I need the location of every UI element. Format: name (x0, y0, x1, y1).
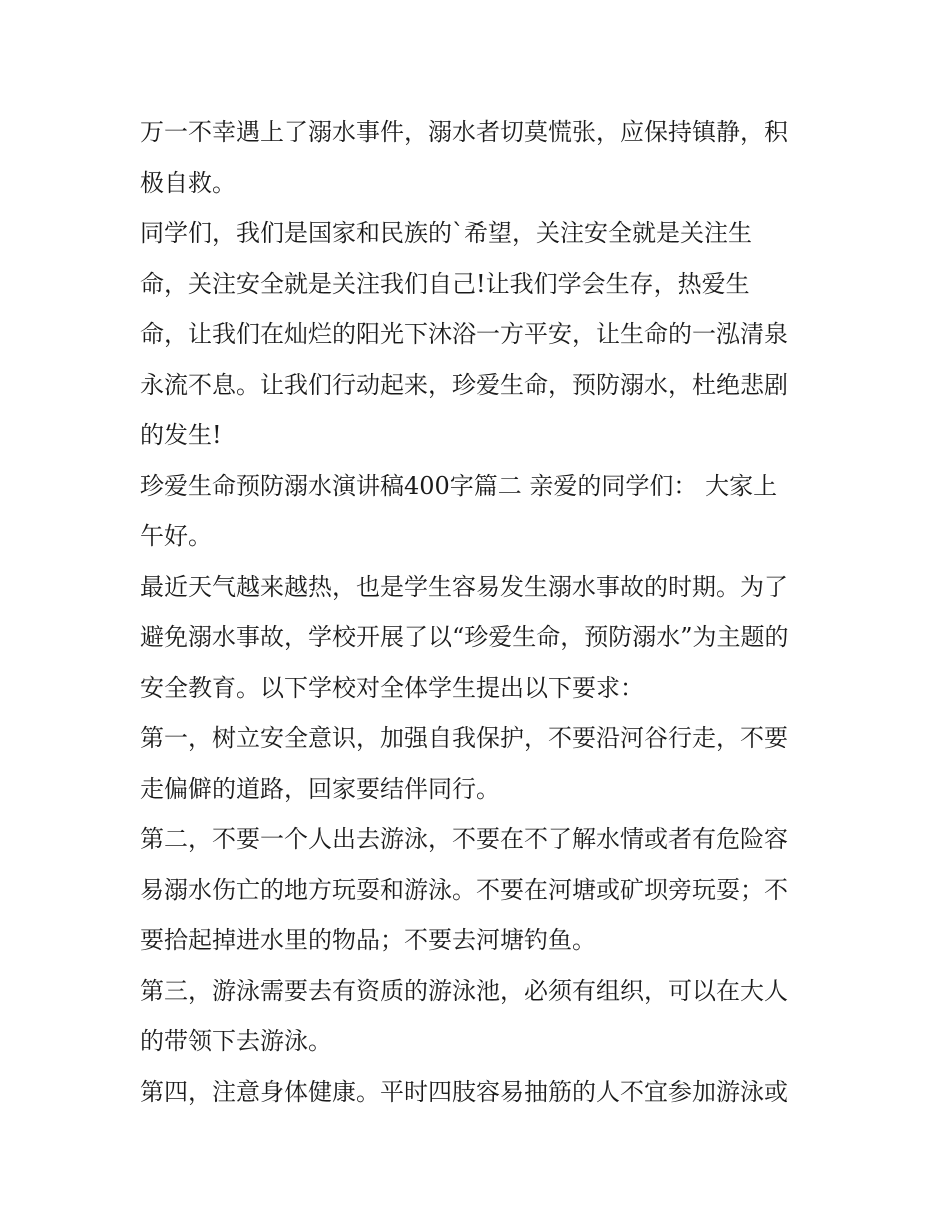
section-heading-line: 珍爱生命预防溺水演讲稿400字篇二 亲爱的同学们： 大家上 (140, 471, 778, 500)
text-line: 避免溺水事故，学校开展了以“珍爱生命，预防溺水”为主题的 (140, 623, 789, 651)
text-line: 要拾起掉进水里的物品；不要去河塘钓鱼。 (140, 926, 596, 954)
text-line: 的发生! (140, 421, 222, 449)
text-line: 命，让我们在灿烂的阳光下沐浴一方平安，让生命的一泓清泉 (140, 320, 788, 348)
text-line: 走偏僻的道路，回家要结伴同行。 (140, 774, 500, 803)
text-line: 极自救。 (140, 168, 236, 197)
text-line: 最近天气越来越热，也是学生容易发生溺水事故的时期。为了 (140, 572, 788, 601)
text-line: 第三，游泳需要去有资质的游泳池，必须有组织，可以在大人 (140, 976, 788, 1005)
document-body (140, 107, 815, 1117)
text-line: 万一不幸遇上了溺水事件，溺水者切莫慌张，应保持镇静，积 (140, 118, 788, 146)
text-line: 第四，注意身体健康。平时四肢容易抽筋的人不宜参加游泳或 (140, 1077, 788, 1106)
text-line: 安全教育。以下学校对全体学生提出以下要求： (140, 673, 644, 702)
text-line: 易溺水伤亡的地方玩耍和游泳。不要在河塘或矿坝旁玩耍；不 (140, 875, 788, 904)
text-line: 永流不息。让我们行动起来，珍爱生命，预防溺水，杜绝悲剧 (140, 370, 788, 399)
text-line: 第二，不要一个人出去游泳，不要在不了解水情或者有危险容 (140, 825, 788, 853)
text-line: 午好。 (140, 522, 212, 550)
text-line: 的带领下去游泳。 (140, 1027, 332, 1055)
text-line: 第一，树立安全意识，加强自我保护，不要沿河谷行走，不要 (140, 724, 788, 752)
text-line: 同学们，我们是国家和民族的`希望，关注安全就是关注生 (140, 219, 752, 247)
text-line: 命，关注安全就是关注我们自己!让我们学会生存，热爱生 (140, 269, 750, 298)
